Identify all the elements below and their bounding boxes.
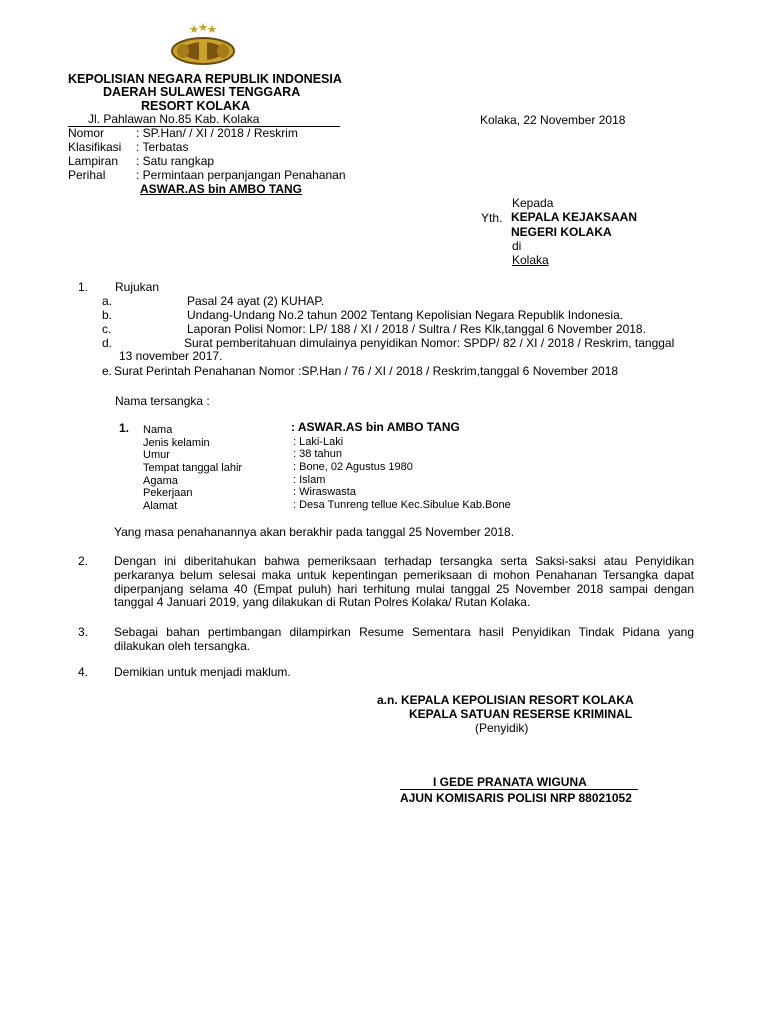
rujukan-letter-a: a. <box>102 294 113 308</box>
signature-name: I GEDE PRANATA WIGUNA <box>433 775 587 789</box>
rujukan-item-c: Laporan Polisi Nomor: LP/ 188 / XI / 2018 / Sultra / Res Klk,tanggal 6 November 2018. <box>187 322 646 336</box>
header-line-3: RESORT KOLAKA <box>141 99 251 113</box>
header-line-2: DAERAH SULAWESI TENGGARA <box>103 85 301 99</box>
signature-role: (Penyidik) <box>475 721 529 735</box>
meta-value-lampiran: : Satu rangkap <box>136 154 215 168</box>
subject-name: ASWAR.AS bin AMBO TANG <box>140 182 302 196</box>
tersangka-title: Nama tersangka : <box>115 394 210 408</box>
rujukan-item-e: Surat Perintah Penahanan Nomor :SP.Han / 76 / XI / 2018 / Reskrim,tanggal 6 November 2018 <box>114 364 619 378</box>
masa-penahanan: Yang masa penahanannya akan berakhir pada tanggal 25 November 2018. <box>114 525 515 539</box>
rujukan-number: 1. <box>78 280 89 294</box>
meta-label-lampiran: Lampiran <box>68 154 119 168</box>
field-label-nama: Nama <box>143 424 173 436</box>
meta-label-perihal: Perihal <box>68 168 106 182</box>
signature-rank: AJUN KOMISARIS POLISI NRP 88021052 <box>400 791 632 805</box>
tersangka-number: 1. <box>119 421 130 435</box>
rujukan-letter-c: c. <box>102 322 112 336</box>
police-emblem-logo <box>168 22 238 66</box>
field-label-alamat: Alamat <box>143 500 178 512</box>
rujukan-letter-b: b. <box>102 308 113 322</box>
meta-label-klasifikasi: Klasifikasi <box>68 140 122 154</box>
field-value-tempat-tanggal-lahir: : Bone, 02 Agustus 1980 <box>293 461 413 473</box>
header-line-1: KEPOLISIAN NEGARA REPUBLIK INDONESIA <box>68 72 342 86</box>
meta-value-perihal: : Permintaan perpanjangan Penahanan <box>136 168 346 182</box>
field-value-alamat: : Desa Tunreng tellue Kec.Sibulue Kab.Bone <box>293 499 511 511</box>
paragraph-3: Sebagai bahan pertimbangan dilampirkan Resume Sementara hasil Penyidikan Tindak Pidana yang dilakukan oleh tersangka. <box>114 625 694 653</box>
rujukan-title: Rujukan <box>115 280 160 294</box>
paragraph-4: Demikian untuk menjadi maklum. <box>114 665 291 679</box>
recipient-place: Kolaka <box>512 253 549 267</box>
recipient-di: di <box>512 239 522 253</box>
meta-value-nomor: : SP.Han/ / XI / 2018 / Reskrim <box>136 126 298 140</box>
header-address: Jl. Pahlawan No.85 Kab. Kolaka <box>88 112 260 126</box>
field-value-nama: : ASWAR.AS bin AMBO TANG <box>291 420 460 434</box>
field-label-jenis-kelamin: Jenis kelamin <box>143 437 210 449</box>
signature-underline <box>400 789 638 790</box>
place-date: Kolaka, 22 November 2018 <box>480 113 626 127</box>
field-label-umur: Umur <box>143 449 170 461</box>
recipient-kepada: Kepada <box>512 196 554 210</box>
meta-value-klasifikasi: : Terbatas <box>136 140 189 154</box>
field-value-pekerjaan: : Wiraswasta <box>293 486 356 498</box>
rujukan-item-d: Surat pemberitahuan dimulainya penyidikan Nomor: SPDP/ 82 / XI / 2018 / Reskrim, tanggal <box>184 336 675 350</box>
field-label-pekerjaan: Pekerjaan <box>143 487 193 499</box>
recipient-line-1: KEPALA KEJAKSAAN <box>511 210 638 224</box>
field-value-agama: : Islam <box>293 474 326 486</box>
paragraph-number-4: 4. <box>78 665 89 679</box>
rujukan-letter-e: e. <box>102 364 113 378</box>
recipient-yth: Yth. <box>481 211 503 225</box>
paragraph-number-2: 2. <box>78 554 89 568</box>
rujukan-letter-d: d. <box>102 336 113 350</box>
recipient-line-2: NEGERI KOLAKA <box>511 225 612 239</box>
paragraph-number-3: 3. <box>78 625 89 639</box>
rujukan-item-d-continued: 13 november 2017. <box>119 349 223 363</box>
meta-label-nomor: Nomor <box>68 126 105 140</box>
signature-line-1: a.n. KEPALA KEPOLISIAN RESORT KOLAKA <box>377 693 634 707</box>
rujukan-item-a: Pasal 24 ayat (2) KUHAP. <box>187 294 325 308</box>
paragraph-2: Dengan ini diberitahukan bahwa pemeriksaan terhadap tersangka serta Saksi-saksi atau Penyidikan perkaranya belum selesai maka untuk kepentingan pemeriksaan di mohon Penahanan Tersangka dapat diperpanjang selama 40 (Empat puluh) hari terhitung mulai tanggal 25 November 2018 sampai dengan tanggal 4 Januari 2019, yang dilakukan di Rutan Polres Kolaka/ Rutan Kolaka. <box>114 554 694 610</box>
field-value-umur: : 38 tahun <box>293 448 342 460</box>
field-label-tempat-tanggal-lahir: Tempat tanggal lahir <box>143 462 243 474</box>
signature-line-2: KEPALA SATUAN RESERSE KRIMINAL <box>409 707 633 721</box>
rujukan-item-b: Undang-Undang No.2 tahun 2002 Tentang Kepolisian Negara Republik Indonesia. <box>187 308 624 322</box>
field-value-jenis-kelamin: : Laki-Laki <box>293 436 344 448</box>
field-label-agama: Agama <box>143 475 178 487</box>
